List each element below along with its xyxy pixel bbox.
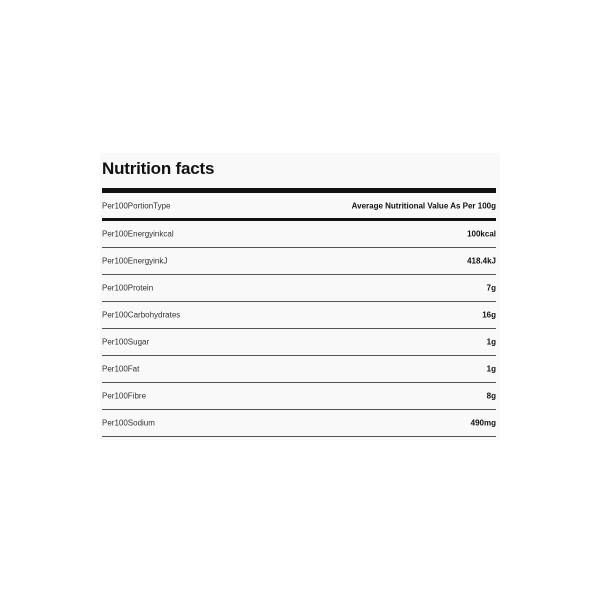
table-row-energy-kcal	[102, 221, 496, 248]
row-label: Per100Fibre	[102, 391, 147, 401]
row-value: 100kcal	[467, 229, 496, 239]
table-header-row	[102, 193, 496, 221]
table-row-fat	[102, 356, 496, 383]
row-value: 490mg	[470, 418, 496, 428]
row-value: 8g	[486, 391, 496, 401]
row-value: 16g	[482, 310, 496, 320]
table-row-energy-kj	[102, 248, 496, 275]
row-value: 1g	[486, 337, 496, 347]
row-label: Per100EnergyinkJ	[102, 256, 168, 266]
row-label: Per100Carbohydrates	[102, 310, 181, 320]
row-label: Per100Fat	[102, 364, 140, 374]
row-value: 7g	[486, 283, 496, 293]
table-row-fibre	[102, 383, 496, 410]
table-row-carbohydrates	[102, 302, 496, 329]
table-row-protein	[102, 275, 496, 302]
table-row-sodium	[102, 410, 496, 437]
nutrition-facts-title: Nutrition facts	[102, 159, 215, 178]
row-label: Per100Sodium	[102, 418, 155, 428]
nutrition-table	[102, 193, 496, 437]
row-value: 418.4kJ	[467, 256, 496, 266]
row-label: Per100Protein	[102, 283, 154, 293]
header-value: Average Nutritional Value As Per 100g	[351, 201, 496, 210]
nutrition-facts-panel	[100, 153, 500, 440]
header-label: Per100PortionType	[102, 201, 171, 210]
row-label: Per100Energyinkcal	[102, 229, 174, 239]
row-value: 1g	[486, 364, 496, 374]
row-label: Per100Sugar	[102, 337, 150, 347]
table-row-sugar	[102, 329, 496, 356]
